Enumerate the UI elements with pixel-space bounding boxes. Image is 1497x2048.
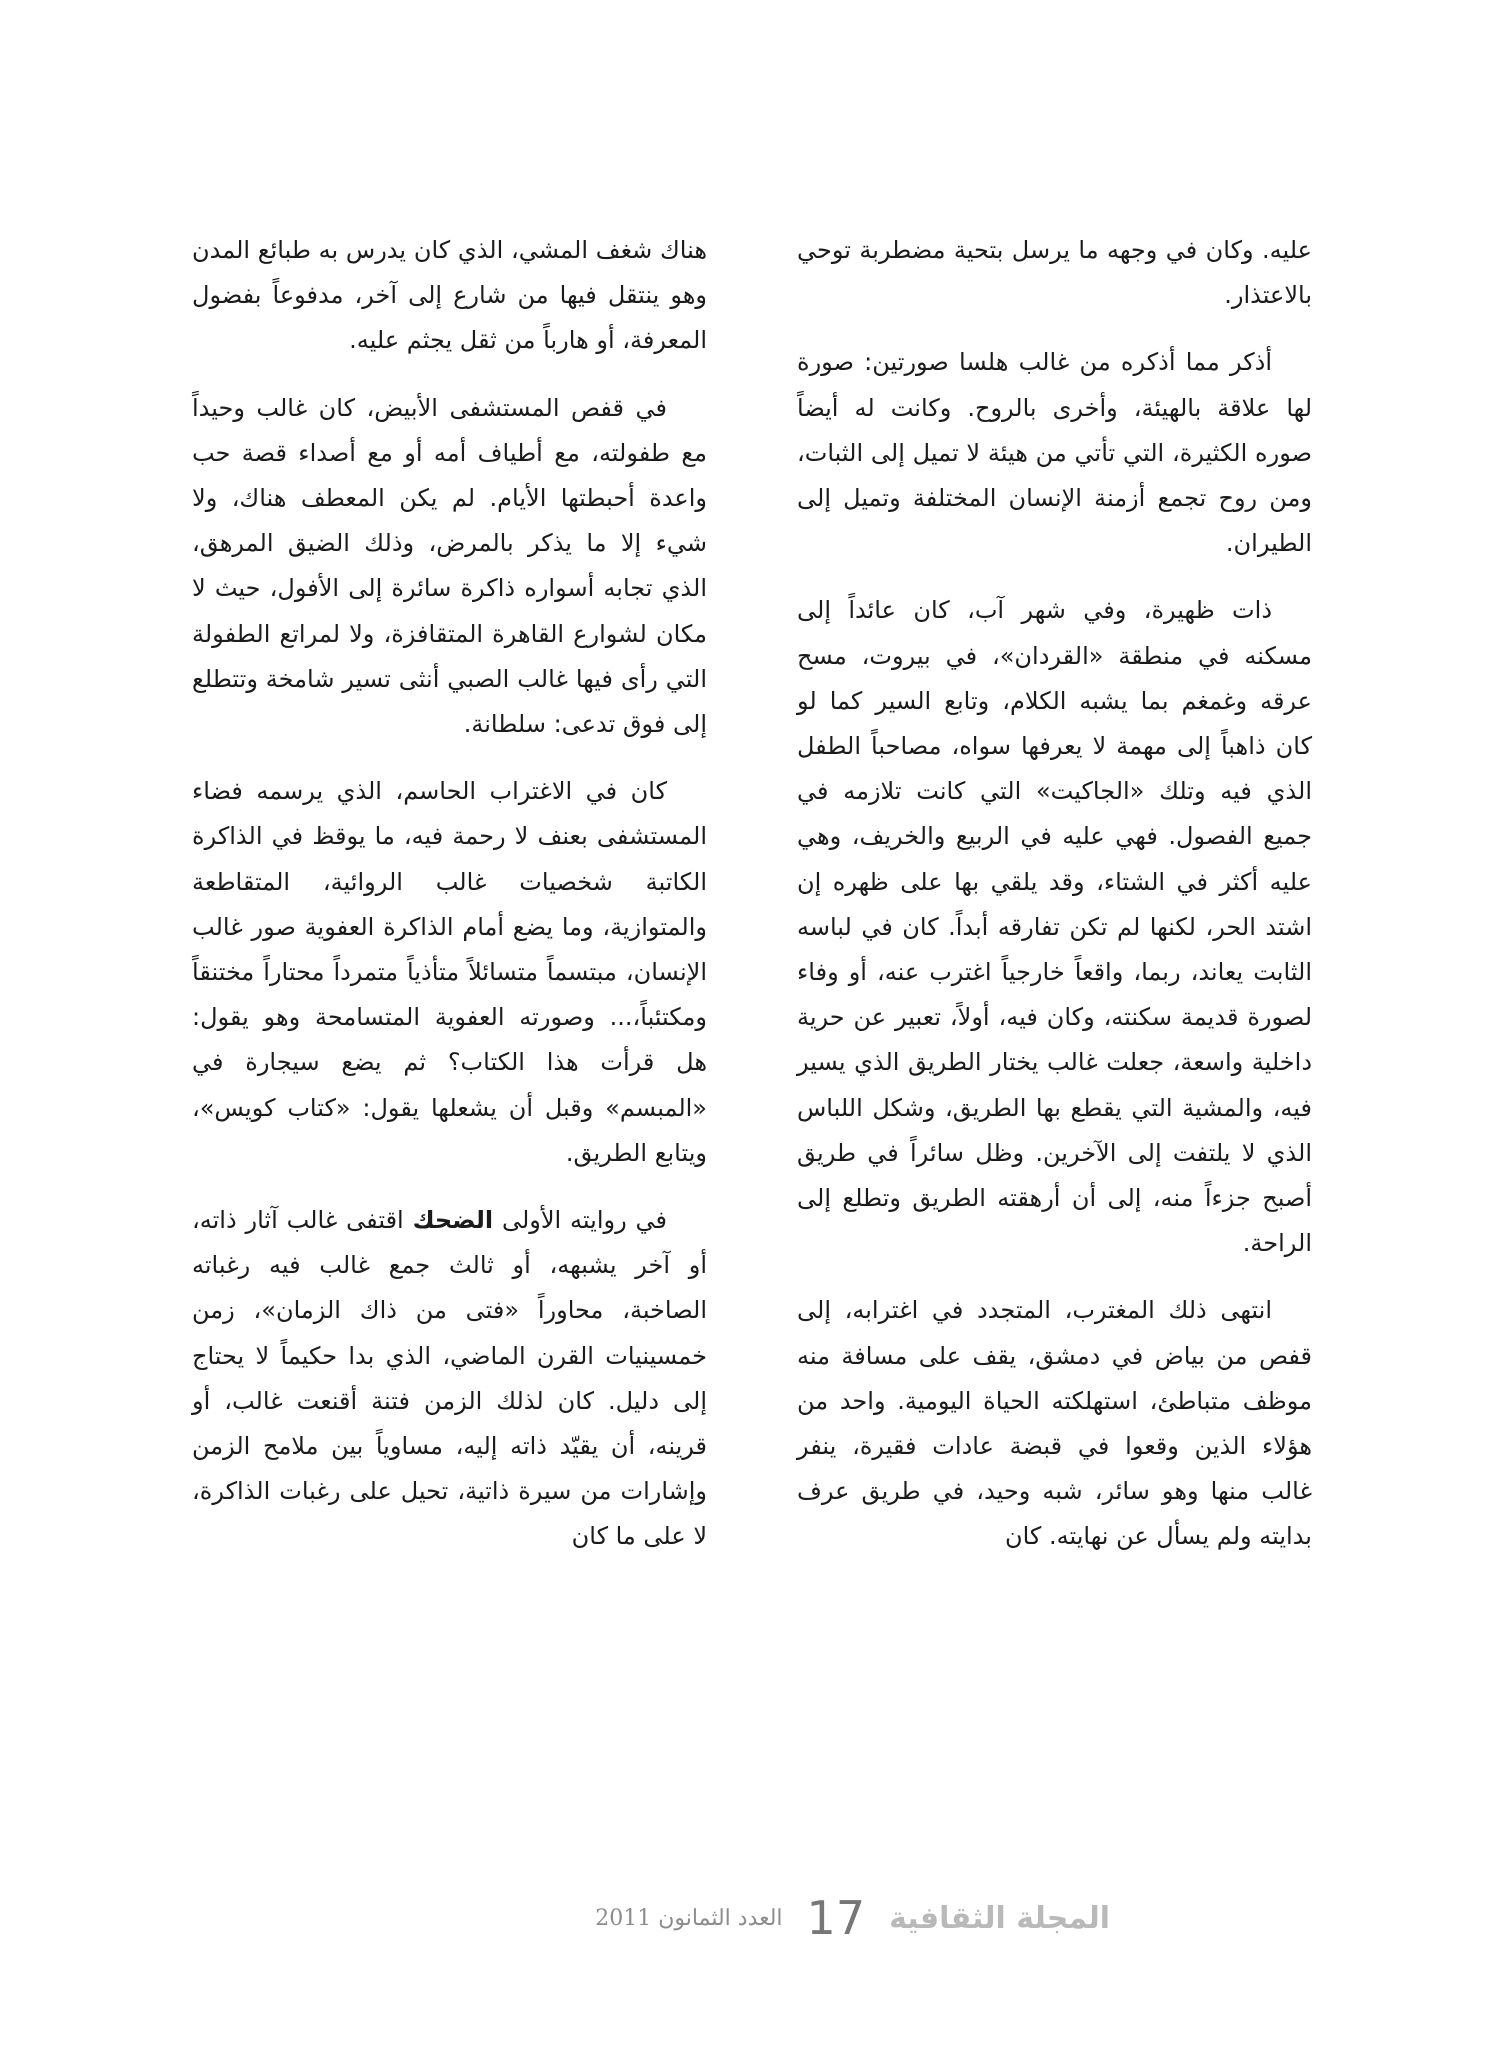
paragraph-text: في روايته الأولى — [493, 1206, 668, 1235]
paragraph: عليه. وكان في وجهه ما يرسل بتحية مضطربة توحي بالاعتذار. — [797, 236, 1312, 310]
text-column-right — [797, 228, 1312, 1582]
page-footer — [430, 1888, 1110, 1948]
paragraph: كان في الاغتراب الحاسم، الذي يرسمه فضاء المستشفى بعنف لا رحمة فيه، ما يوقظ في الذاكرة الكاتبة شخصيات غالب الروائية، المتقاطعة والمتوازية، وما يضع أمام الذاكرة العفوية صور غالب الإنسان، مبتسماً متسائلاً متأذياً متمرداً محتاراً مختنقاً ومكتئباً،... وصورته العفوية المتسامحة وهو يقول: هل قرأت هذا الكتاب؟ ثم يضع سيجارة في «المبسم» وقبل أن يشعلها يقول: «كتاب كويس»، ويتابع الطريق. — [192, 777, 707, 1167]
paragraph: في قفص المستشفى الأبيض، كان غالب وحيداً مع طفولته، مع أطياف أمه أو مع أصداء قصة حب واعدة أحبطتها الأيام. لم يكن المعطف هناك، ولا شيء إلا ما يذكر بالمرض، وذلك الضيق المرهق، الذي تجابه أسواره ذاكرة سائرة إلى الأفول، حيث لا مكان لشوارع القاهرة المتقافزة، ولا لمراتع الطفولة التي رأى فيها غالب الصبي أنثى تسير شامخة وتتطلع إلى فوق تدعى: سلطانة. — [192, 393, 707, 739]
paragraph: انتهى ذلك المغترب، المتجدد في اغترابه، إلى قفص من بياض في دمشق، يقف على مسافة منه موظف متباطئ، استهلكته الحياة اليومية. واحد من هؤلاء الذين وقعوا في قبضة عادات فقيرة، ينفر غالب منها وهو سائر، شبه وحيد، في طريق عرف بدايته ولم يسأل عن نهايته. كان — [797, 1296, 1312, 1551]
page-number: 17 — [806, 1891, 866, 1945]
paragraph: أذكر مما أذكره من غالب هلسا صورتين: صورة لها علاقة بالهيئة، وأخرى بالروح. وكانت له أيضاً صوره الكثيرة، التي تأتي من هيئة لا تميل إلى الثبات، ومن روح تجمع أزمنة الإنسان المختلفة وتميل إلى الطيران. — [797, 348, 1312, 558]
novel-title: الضحك — [412, 1206, 494, 1235]
paragraph-text: اقتفى غالب آثار ذاته، أو آخر يشبهه، أو ثالث جمع غالب فيه رغباته الصاخبة، محاوراً «فتى من ذاك الزمان»، زمن خمسينيات القرن الماضي، الذي بدا حكيماً لا يحتاج إلى دليل. كان لذلك الزمن فتنة أقنعت غالب، أو قرينه، أن يقيّد ذاته إليه، مساوياً بين ملامح الزمن وإشارات من سيرة ذاتية، تحيل على رغبات الذاكرة، لا على ما كان — [192, 1206, 707, 1551]
paragraph — [192, 1198, 707, 1560]
issue-label: العدد الثمانون 2011 — [595, 1905, 783, 1931]
text-column-left — [192, 228, 707, 1582]
paragraph: ذات ظهيرة، وفي شهر آب، كان عائداً إلى مسكنه في منطقة «القردان»، في بيروت، مسح عرقه وغمغم بما يشبه الكلام، وتابع السير كما لو كان ذاهباً إلى مهمة لا يعرفها سواه، مصاحباً الطفل الذي فيه وتلك «الجاكيت» التي كانت تلازمه في جميع الفصول. فهي عليه في الربيع والخريف، وهي عليه أكثر في الشتاء، وقد يلقي بها على ظهره إن اشتد الحر، لكنها لم تكن تفارقه أبداً. كان في لباسه الثابت يعاند، ربما، واقعاً خارجياً اغترب عنه، أو وفاء لصورة قديمة سكنته، وكان فيه، أولاً، تعبير عن حرية داخلية واسعة، جعلت غالب يختار الطريق الذي يسير فيه، والمشية التي يقطع بها الطريق، وشكل اللباس الذي لا يلتفت إلى الآخرين. وظل سائراً في طريق أصبح جزءاً منه، إلى أن أرهقته الطريق وتطلع إلى الراحة. — [797, 596, 1312, 1258]
magazine-name: المجلة الثقافية — [889, 1900, 1110, 1936]
paragraph: هناك شغف المشي، الذي كان يدرس به طبائع المدن وهو ينتقل فيها من شارع إلى آخر، مدفوعاً بفضول المعرفة، أو هارباً من ثقل يجثم عليه. — [192, 236, 707, 355]
